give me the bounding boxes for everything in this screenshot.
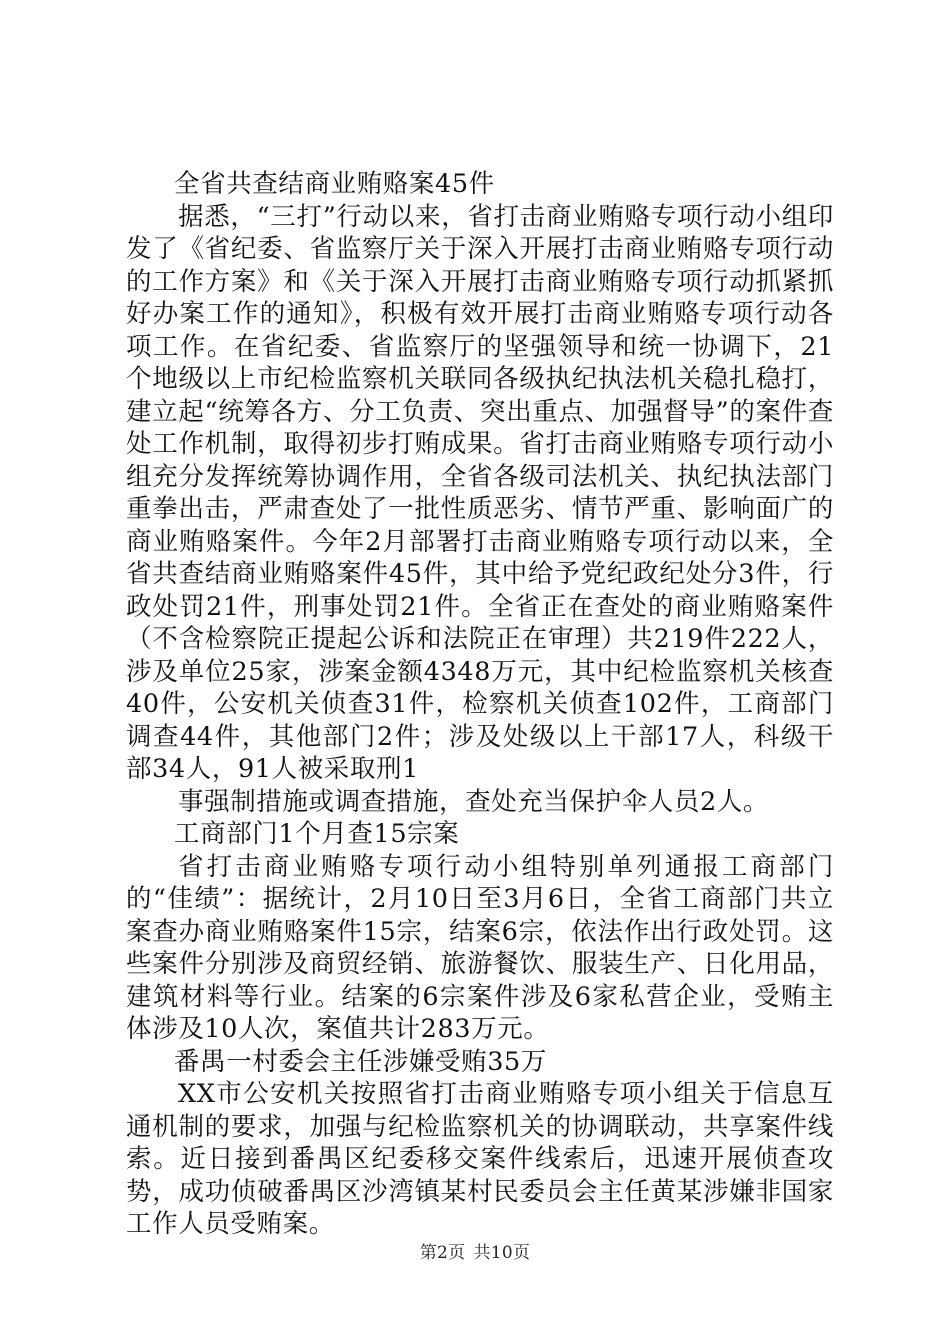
page-footer xyxy=(0,1243,950,1263)
page-total: 共10页 xyxy=(473,1243,531,1263)
page-number: 第2页 xyxy=(419,1243,466,1263)
paragraph: XX市公安机关按照省打击商业贿赂专项小组关于信息互通机制的要求，加强与纪检监察机关的协调联动，共享案件线索。近日接到番禺区纪委移交案件线索后，迅速开展侦查攻势，成功侦破番禺区沙湾镇某村民委员会主任黄某涉嫌非国家工作人员受贿案。 xyxy=(126,1079,834,1239)
section-heading: 全省共查结商业贿赂案45件 xyxy=(174,169,495,199)
document-body xyxy=(126,168,834,1241)
paragraph: 省打击商业贿赂专项行动小组特别单列通报工商部门的“佳绩”：据统计，2月10日至3月6日，全省工商部门共立案查办商业贿赂案件15宗，结案6宗，依法作出行政处罚。这些案件分别涉及商贸经销、旅游餐饮、服装生产、日化用品，建筑材料等行业。结案的6宗案件涉及6家私营企业，受贿主体涉及10人次，案值共计283万元。 xyxy=(126,851,834,1044)
paragraph: 据悉，“三打”行动以来，省打击商业贿赂专项行动小组印发了《省纪委、省监察厅关于深入开展打击商业贿赂专项行动的工作方案》和《关于深入开展打击商业贿赂专项行动抓紧抓好办案工作的通知》，积极有效开展打击商业贿赂专项行动各项工作。在省纪委、省监察厅的坚强领导和统一协调下，21个地级以上市纪检监察机关联同各级执纪执法机关稳扎稳打，建立起“统筹各方、分工负责、突出重点、加强督导”的案件查处工作机制，取得初步打贿成果。省打击商业贿赂专项行动小组充分发挥统筹协调作用，全省各级司法机关、执纪执法部门重拳出击，严肃查处了一批性质恶劣、情节严重、影响面广的商业贿赂案件。今年2月部署打击商业贿赂专项行动以来，全省共查结商业贿赂案件45件，其中给予党纪政纪处分3件，行政处罚21件，刑事处罚21件。全省正在查处的商业贿赂案件（不含检察院正提起公诉和法院正在审理）共219件222人，涉及单位25家，涉案金额4348万元，其中纪检监察机关核查40件，公安机关侦查31件，检察机关侦查102件，工商部门调查44件，其他部门2件；涉及处级以上干部17人，科级干部34人，91人被采取刑1 xyxy=(126,201,834,784)
section-heading: 番禺一村委会主任涉嫌受贿35万 xyxy=(174,1046,547,1077)
paragraph: 事强制措施或调查措施，查处充当保护伞人员2人。 xyxy=(178,786,770,817)
section-heading: 工商部门1个月查15宗案 xyxy=(174,819,460,849)
